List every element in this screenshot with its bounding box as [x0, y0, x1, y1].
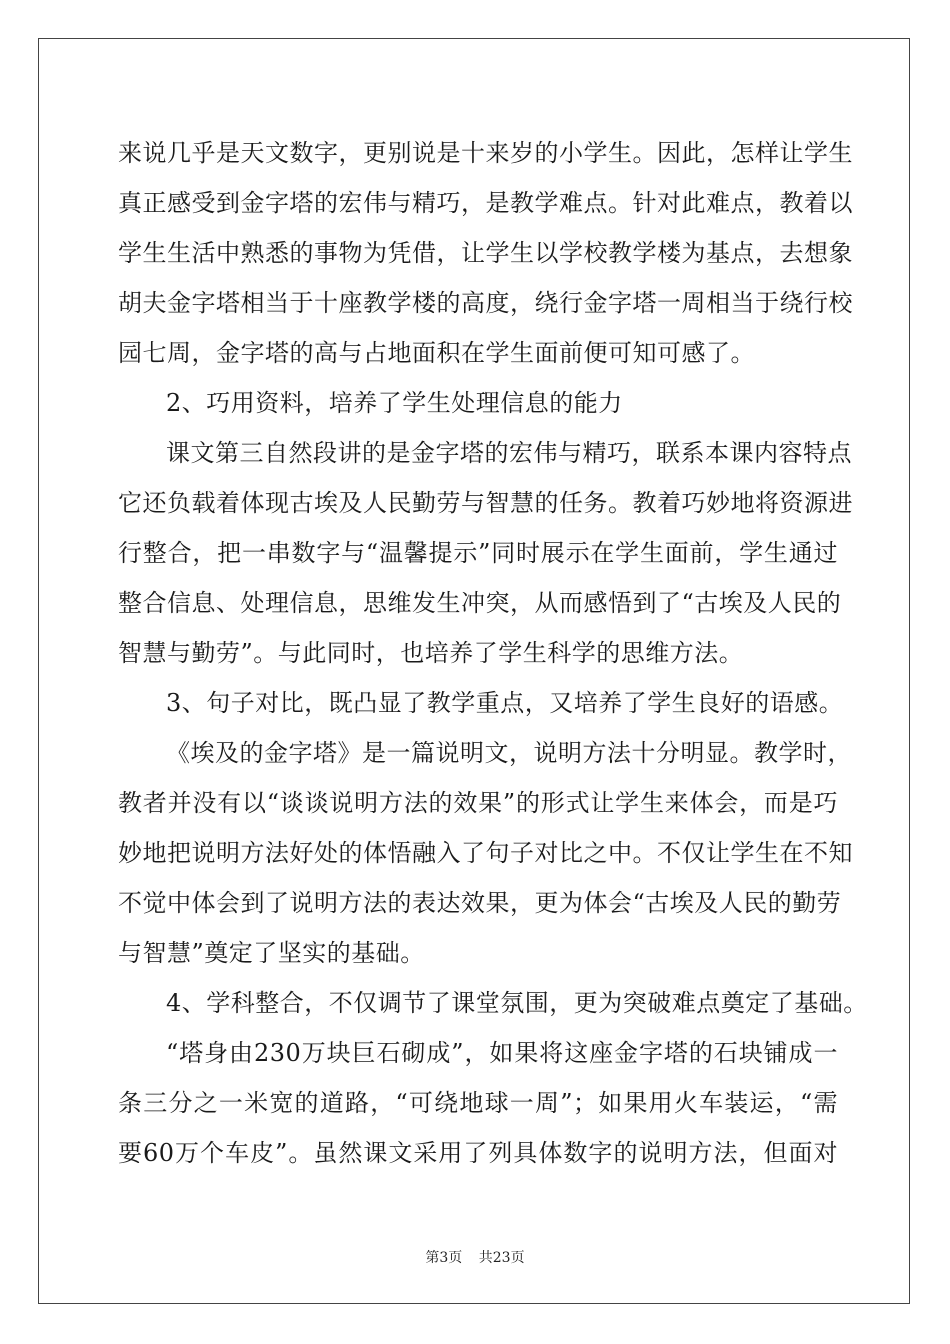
section-heading: 2、巧用资料，培养了学生处理信息的能力	[166, 389, 623, 417]
text-line: 整合信息、处理信息，思维发生冲突，从而感悟到了“古埃及人民的	[118, 589, 842, 617]
text-line: 智慧与勤劳”。与此同时，也培养了学生科学的思维方法。	[118, 639, 744, 667]
text-line: 学生生活中熟悉的事物为凭借，让学生以学校教学楼为基点，去想象	[118, 239, 853, 267]
text-line: 胡夫金字塔相当于十座教学楼的高度，绕行金字塔一周相当于绕行校	[118, 289, 853, 317]
page-number: 第3页	[425, 1250, 463, 1266]
text-line: 来说几乎是天文数字，更别说是十来岁的小学生。因此，怎样让学生	[118, 139, 853, 167]
text-line: 教者并没有以“谈谈说明方法的效果”的形式让学生来体会，而是巧	[118, 789, 838, 817]
section-heading: 4、学科整合，不仅调节了课堂氛围，更为突破难点奠定了基础。	[166, 989, 868, 1017]
text-line: 它还负载着体现古埃及人民勤劳与智慧的任务。教着巧妙地将资源进	[118, 489, 853, 517]
text-line: 《埃及的金字塔》是一篇说明文，说明方法十分明显。教学时，	[166, 739, 852, 767]
text-line: 与智慧”奠定了坚实的基础。	[118, 939, 425, 967]
text-line: 课文第三自然段讲的是金字塔的宏伟与精巧，联系本课内容特点	[166, 439, 852, 467]
section-heading: 3、句子对比，既凸显了教学重点，又培养了学生良好的语感。	[166, 689, 844, 717]
page-footer	[0, 1247, 950, 1267]
text-line: 园七周，金字塔的高与占地面积在学生面前便可知可感了。	[118, 339, 755, 367]
text-line: “塔身由230万块巨石砌成”，如果将这座金字塔的石块铺成一	[166, 1039, 838, 1067]
text-line: 条三分之一米宽的道路，“可绕地球一周”；如果用火车装运，“需	[118, 1089, 838, 1117]
text-line: 行整合，把一串数字与“温馨提示”同时展示在学生面前，学生通过	[118, 539, 838, 567]
text-line: 真正感受到金字塔的宏伟与精巧，是教学难点。针对此难点，教着以	[118, 189, 853, 217]
text-line: 不觉中体会到了说明方法的表达效果，更为体会“古埃及人民的勤劳	[118, 889, 842, 917]
text-line: 妙地把说明方法好处的体悟融入了句子对比之中。不仅让学生在不知	[118, 839, 853, 867]
text-line: 要60万个车皮”。虽然课文采用了列具体数字的说明方法，但面对	[118, 1139, 838, 1167]
document-body	[118, 128, 868, 1178]
page-total: 共23页	[478, 1250, 525, 1266]
